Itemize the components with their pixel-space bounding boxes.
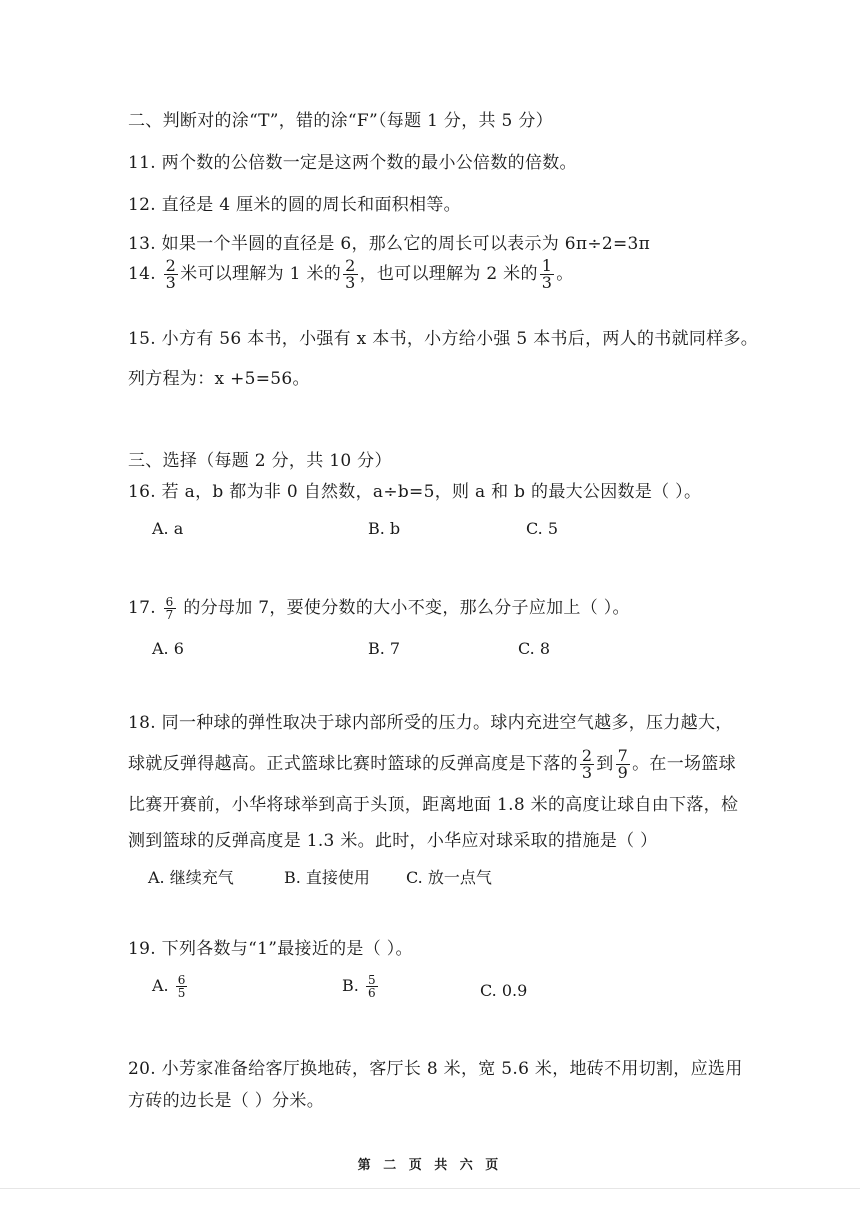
fraction-denominator: 3 <box>541 273 553 292</box>
fraction-2-3 <box>164 258 178 291</box>
fraction-denominator: 3 <box>345 273 356 292</box>
question-19-option-c: C. 0.9 <box>480 981 528 1000</box>
question-17-option-b: B. 7 <box>368 639 401 658</box>
question-12: 12. 直径是 4 厘米的圆的周长和面积相等。 <box>128 195 461 215</box>
question-18-option-b: B. 直接使用 <box>284 868 370 887</box>
question-14-number: 14. <box>128 264 156 284</box>
question-17-option-a: A. 6 <box>152 639 184 658</box>
fraction-numerator: 2 <box>581 746 593 765</box>
question-18-text-b: 到 <box>596 754 614 774</box>
question-16-option-a: A. a <box>152 519 184 538</box>
fraction-numerator: 6 <box>177 973 186 987</box>
fraction-denominator: 5 <box>177 986 186 1000</box>
fraction-numerator: 6 <box>165 595 174 609</box>
question-16: 16. 若 a，b 都为非 0 自然数，a÷b=5，则 a 和 b 的最大公因数是（ ）。 <box>128 482 702 502</box>
question-16-option-c: C. 5 <box>526 519 559 538</box>
fraction-6-5 <box>176 974 188 999</box>
question-16-option-b: B. b <box>368 519 401 538</box>
fraction-denominator: 3 <box>581 763 593 782</box>
question-18-option-c: C. 放一点气 <box>406 868 492 887</box>
question-13: 13. 如果一个半圆的直径是 6，那么它的周长可以表示为 6π÷2=3π <box>128 234 651 254</box>
question-20-line-1: 20. 小芳家准备给客厅换地砖，客厅长 8 米，宽 5.6 米，地砖不用切割，应选用 <box>128 1059 743 1079</box>
question-17-option-c: C. 8 <box>518 639 551 658</box>
question-14-text-3: 。 <box>556 264 574 284</box>
question-20-line-2: 方砖的边长是（ ）分米。 <box>128 1091 325 1111</box>
fraction-5-6 <box>366 974 378 999</box>
section-3-heading: 三、选择（每题 2 分，共 10 分） <box>128 451 392 471</box>
question-14 <box>128 258 574 291</box>
option-label: A. <box>152 976 169 995</box>
page-edge-divider <box>0 1188 860 1189</box>
question-19-option-a <box>152 974 189 999</box>
fraction-1-3 <box>540 258 554 291</box>
question-18-option-a: A. 继续充气 <box>148 868 234 887</box>
fraction-denominator: 9 <box>617 763 629 782</box>
fraction-numerator: 2 <box>165 256 177 275</box>
question-17-text: 的分母加 7，要使分数的大小不变，那么分子应加上（ ）。 <box>183 598 630 618</box>
question-18-line-2 <box>128 748 736 781</box>
fraction-denominator: 7 <box>165 608 174 622</box>
question-14-text-1: 米可以理解为 1 米的 <box>180 264 342 284</box>
question-11: 11. 两个数的公倍数一定是这两个数的最小公倍数的倍数。 <box>128 153 577 173</box>
question-15-line-1: 15. 小方有 56 本书，小强有 x 本书，小方给小强 5 本书后，两人的书就同样多。 <box>128 329 759 349</box>
question-18-text-a: 球就反弹得越高。正式篮球比赛时篮球的反弹高度是下落的 <box>128 754 578 774</box>
section-2-heading: 二、判断对的涂“T”，错的涂“F”（每题 1 分，共 5 分） <box>128 111 553 131</box>
fraction-6-7 <box>164 596 176 621</box>
fraction-denominator: 3 <box>165 273 177 292</box>
fraction-2-3 <box>343 258 357 291</box>
page-footer: 第 二 页 共 六 页 <box>357 1158 503 1173</box>
fraction-numerator: 7 <box>617 746 629 765</box>
question-18-line-1: 18. 同一种球的弹性取决于球内部所受的压力。球内充进空气越多，压力越大， <box>128 713 733 733</box>
question-18-line-3: 比赛开赛前，小华将球举到高于头顶，距离地面 1.8 米的高度让球自由下落，检 <box>128 795 739 815</box>
fraction-numerator: 1 <box>541 256 553 275</box>
fraction-numerator: 2 <box>345 256 356 275</box>
question-19-option-b <box>342 974 380 999</box>
question-14-text-2: ，也可以理解为 2 米的 <box>359 264 538 284</box>
question-19: 19. 下列各数与“1”最接近的是（ ）。 <box>128 939 413 959</box>
question-17-number: 17. <box>128 598 156 618</box>
fraction-2-3 <box>580 748 594 781</box>
fraction-denominator: 6 <box>367 986 376 1000</box>
fraction-7-9 <box>616 748 630 781</box>
question-15-line-2: 列方程为：x +5=56。 <box>128 369 310 389</box>
question-18-line-4: 测到篮球的反弹高度是 1.3 米。此时，小华应对球采取的措施是（ ） <box>128 831 658 851</box>
fraction-numerator: 5 <box>367 973 376 987</box>
question-18-text-c: 。在一场篮球 <box>632 754 736 774</box>
option-label: B. <box>342 976 359 995</box>
question-17 <box>128 596 630 621</box>
